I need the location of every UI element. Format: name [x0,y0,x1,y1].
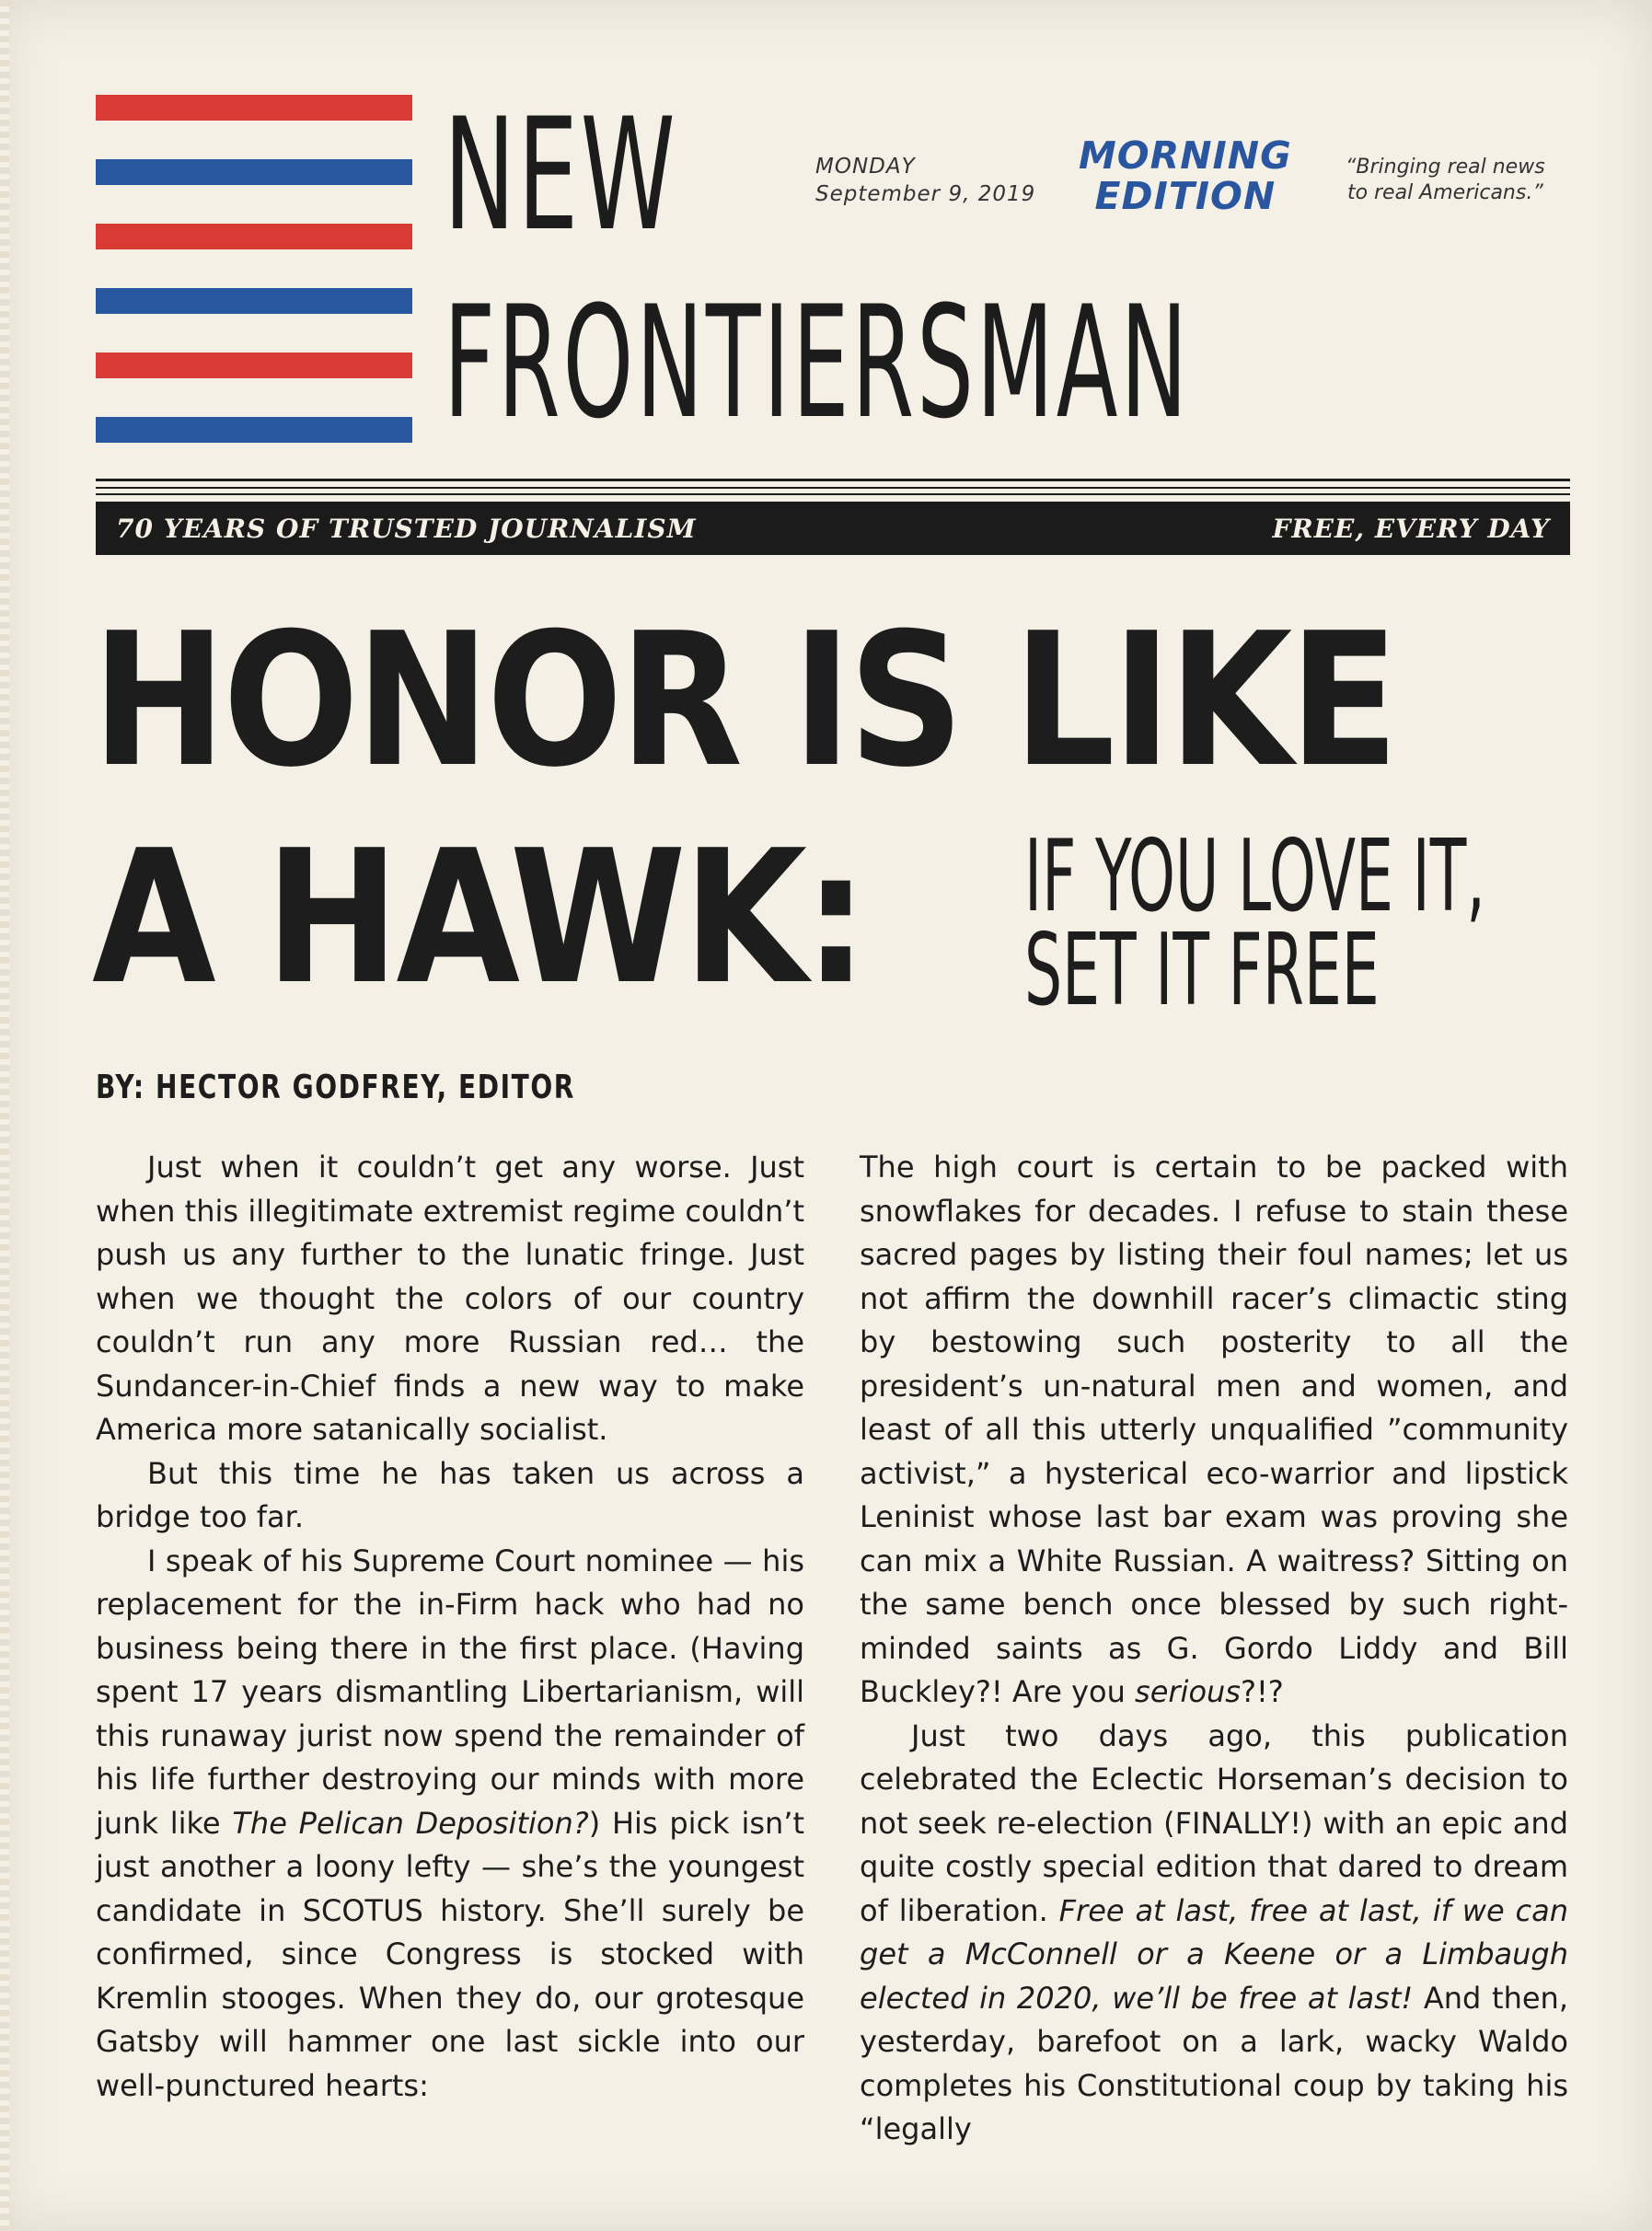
banner-bar [96,502,1570,555]
divider-rule [96,487,1570,489]
edition-line1: MORNING [1079,133,1292,178]
headline-line1: HONOR IS LIKE [92,594,1396,808]
red-stripe [96,353,412,378]
dateline [815,153,1035,208]
text-run: And then, yesterday, barefoot on a lark, wacky Waldo completes his Constitutional coup by taking his “legally [860,1980,1568,2146]
red-stripe [96,224,412,249]
article-column-2 [860,1146,1568,2152]
masthead-title-line1: NEW [444,85,678,265]
byline: BY: HECTOR GODFREY, EDITOR [96,1069,575,1106]
divider-rule [96,479,1570,481]
text-run: ?!? [1240,1674,1284,1709]
paragraph [860,1146,1568,1715]
edition-line2: EDITION [1094,174,1277,218]
red-stripe [96,95,412,121]
paragraph: Just when it couldn’t get any worse. Just when this illegitimate extremist regime couldn’t push us any further to the lunatic fringe. Just when we thought the colors of our country couldn’t run any more Russian red… the Sundancer-in-Chief finds a new way to make America more satanically socialist. [96,1150,804,1447]
subheadline-line2: SET IT FREE [1024,913,1380,1028]
blue-stripe [96,288,412,314]
divider-rule [96,493,1570,495]
paragraph [96,1540,804,2109]
banner-right-text: FREE, EVERY DAY [1272,514,1550,544]
text-run: Just two days ago, this publication celebrated the Eclectic Horseman’s decision to not seek re-election (FINALLY!) with an epic and quite costly special edition that dared to dream of liberation. [860,1717,1568,1928]
paragraph: But this time he has taken us across a bridge too far. [96,1455,804,1534]
text-run: I speak of his Supreme Court nominee — his replacement for the in-Firm hack who had no business being there in the first place. (Having spent 17 years dismantling Libertarianism, will this runaway jurist now spend the remainder of his life further destroying our minds with more junk like [96,1543,804,1841]
blue-stripe [96,417,412,443]
tagline [1346,155,1545,206]
paragraph [860,1715,1568,2152]
edition-label [1079,135,1292,216]
flag-stripes-logo [96,95,412,481]
banner-left-text: 70 YEARS OF TRUSTED JOURNALISM [116,514,697,544]
italic-quote: Free at last, free at last, if we can get a McConnell or a Keene or a Limbaugh elected in 2020, we’ll be free at last! [860,1892,1569,2016]
text-run: The high court is certain to be packed with snowflakes for decades. I refuse to stain these sacred pages by listing their foul names; let us not affirm the downhill racer’s climactic sting by bestowing such posterity to all the president’s un-natural men and women, and least of all this utterly unqualified ”community activist,” a hysterical eco-warrior and lipstick Leninist whose last bar exam was proving she can mix a White Russian. A waitress? Sitting on the same bench once blessed by such right-minded saints as G. Gordo Liddy and Bill Buckley?! Are you [860,1150,1568,1709]
tagline-line2: to real Americans.” [1346,181,1543,204]
subheadline [1024,819,1485,1028]
tagline-line1: “Bringing real news [1346,156,1545,179]
date-label: September 9, 2019 [815,182,1036,206]
italic-word: serious [1135,1674,1241,1709]
blue-stripe [96,159,412,185]
text-run: ) His pick isn’t just another a loony lefty — she’s the youngest candidate in SCOTUS history. She’ll surely be confirmed, since Congress is stocked with Kremlin stooges. When they do, our grotesque Gatsby will hammer one last sickle into our well-punctured hearts: [96,1805,805,2103]
masthead-title-line2: FRONTIERSMAN [444,272,1191,453]
article-column-1 [96,1146,804,2108]
day-label: MONDAY [815,155,916,179]
italic-title: The Pelican Deposition? [232,1805,589,1841]
headline-line2: A HAWK: [92,811,865,1025]
subheadline-line1: IF YOU LOVE IT, [1024,819,1485,934]
